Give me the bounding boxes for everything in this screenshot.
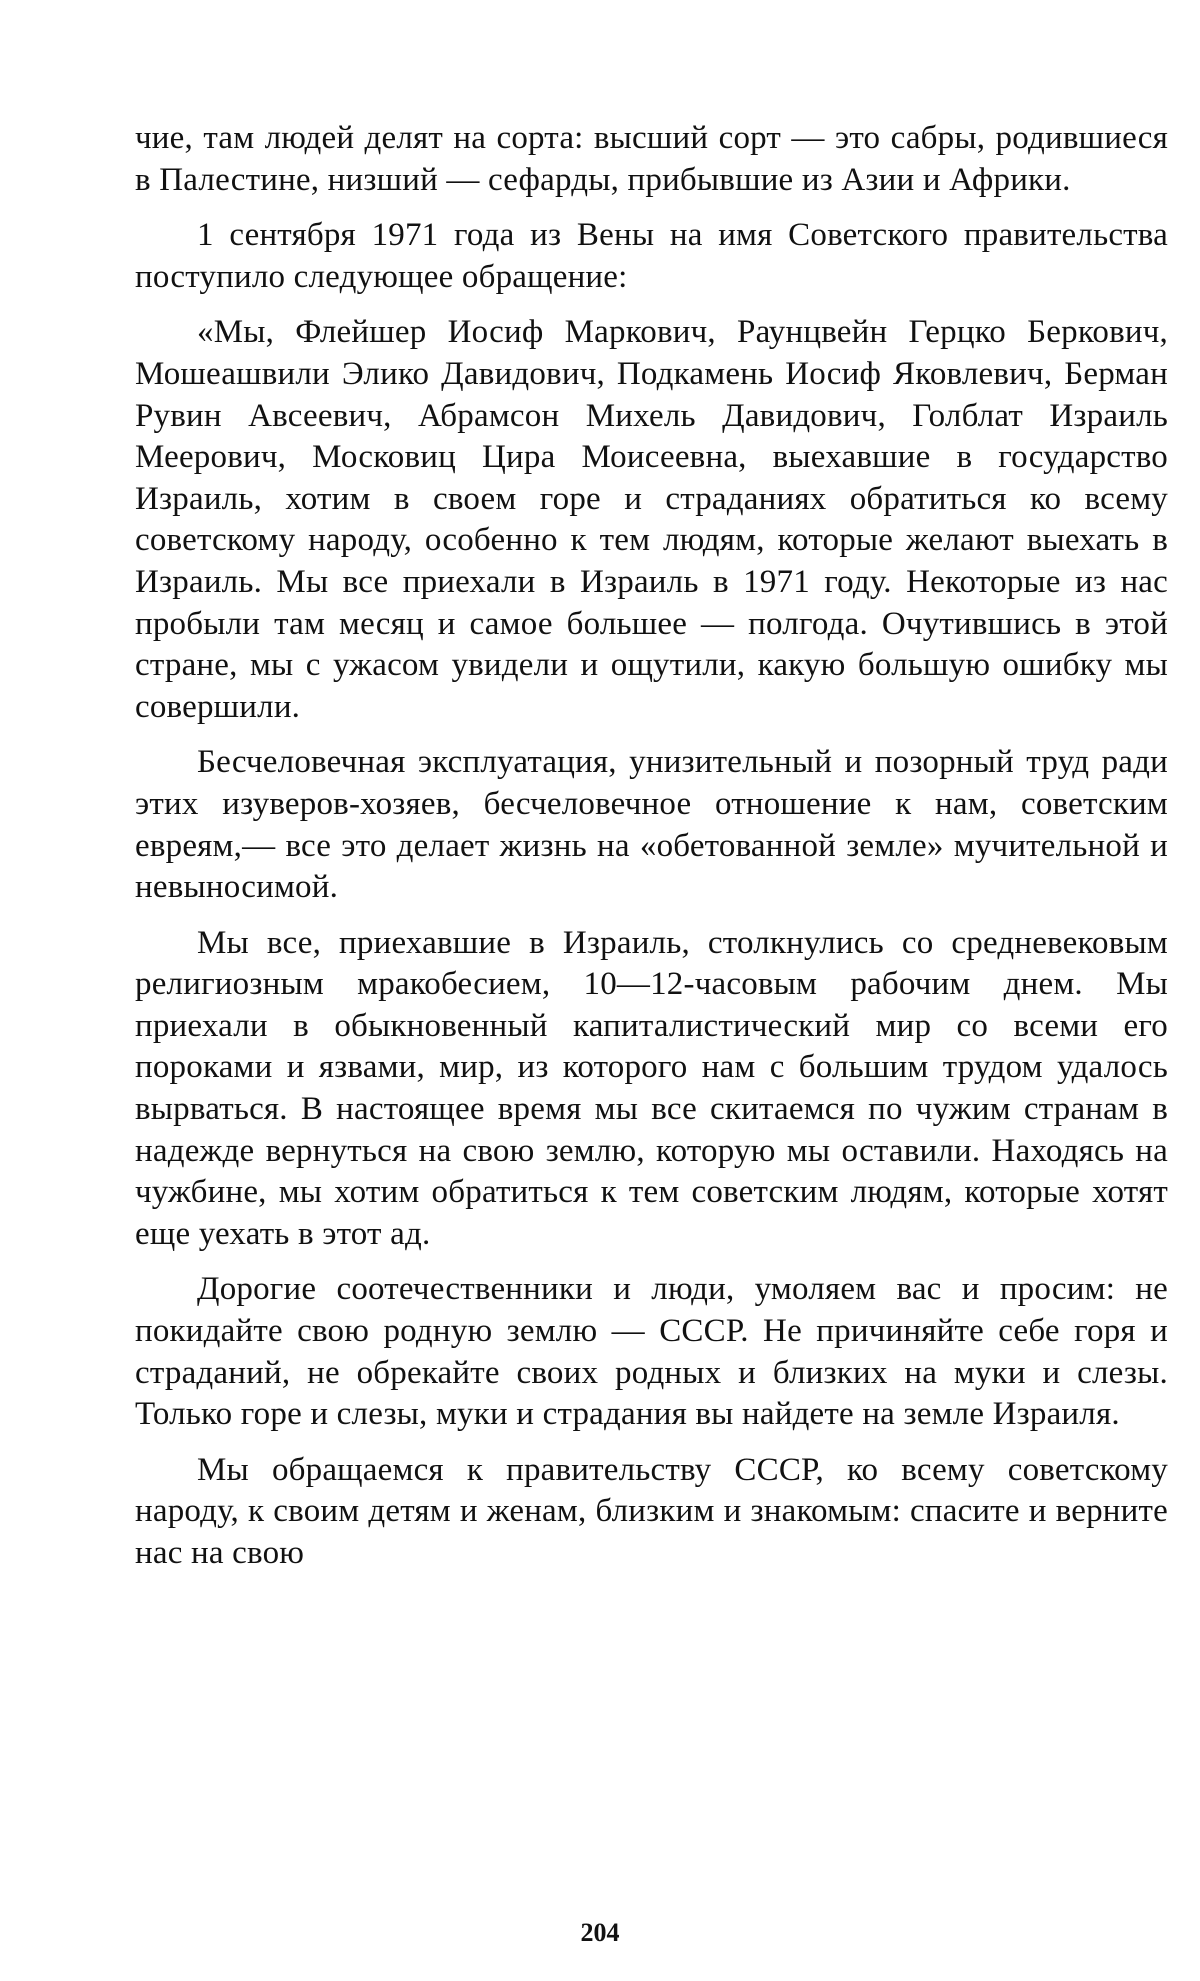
paragraph-continuation: чие, там людей делят на сорта: высший сорт — это сабры, родившиеся в Палестине, низший — сефарды, прибывшие из Азии и Африки.: [135, 120, 1168, 198]
paragraph-appeal-intro: 1 сентября 1971 года из Вены на имя Советского правительства поступило следующее обращение:: [135, 217, 1168, 295]
paragraph-obscurantism: Мы все, приехавшие в Израиль, столкнулись со средневековым религиозным мракобесием, 10—12-часовым рабочим днем. Мы приехали в обыкновенный капиталистический мир со всеми его пороками и язвами, мир, из которого нам с большим трудом удалось вырваться. В настоящее время мы все скитаемся по чужим странам в надежде вернуться на свою землю, которую мы оставили. Находясь на чужбине, мы хотим обратиться к тем советским людям, которые хотят еще уехать в этот ад.: [135, 924, 1168, 1252]
page-number: 204: [580, 1918, 620, 1947]
paragraph-plea: Дорогие соотечественники и люди, умоляем вас и просим: не покидайте свою родную землю — СССР. Не причиняйте себе горя и страданий, не обрекайте своих родных и близких на муки и слезы. Только горе и слезы, муки и страдания вы найдете на земле Израиля.: [135, 1271, 1168, 1433]
paragraph-signatories: «Мы, Флейшер Иосиф Маркович, Раунцвейн Герцко Беркович, Мошеашвили Элико Давидович, Подкамень Иосиф Яковлевич, Берман Рувин Авсеевич, Абрамсон Михель Давидович, Голблат Израиль Меерович, Московиц Цира Моисеевна, выехавшие в государство Израиль, хотим в своем горе и страданиях обратиться ко всему советскому народу, особенно к тем людям, которые желают выехать в Израиль. Мы все приехали в Израиль в 1971 году. Некоторые из нас пробыли там месяц и самое большее — полгода. Очутившись в этой стране, мы с ужасом увидели и ощутили, какую большую ошибку мы совершили.: [135, 314, 1168, 725]
paragraph-address-government: Мы обращаемся к правительству СССР, ко всему советскому народу, к своим детям и женам, близким и знакомым: спасите и верните нас на свою: [135, 1451, 1168, 1571]
page-text-block: [135, 118, 1168, 1589]
paragraph-exploitation: Бесчеловечная эксплуатация, унизительный и позорный труд ради этих изуверов-хозяев, бесчеловечное отношение к нам, советским евреям,— все это делает жизнь на «обетованной земле» мучительной и невыносимой.: [135, 744, 1168, 906]
